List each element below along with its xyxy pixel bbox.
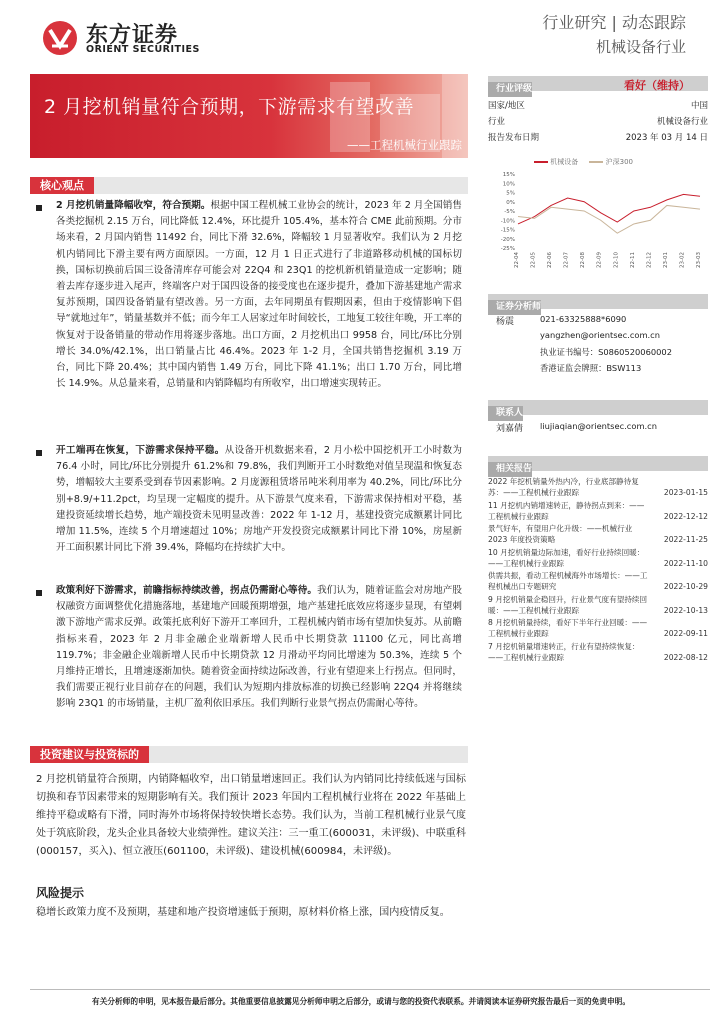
related-report-date: 2022-11-25 [663, 535, 708, 544]
related-report-item[interactable] [488, 570, 708, 592]
contact-bar [488, 400, 708, 418]
related-report-title: 11 月挖机内销增速转正，静待拐点到来：——工程机械行业跟踪 [488, 500, 645, 521]
x-tick-label: 22-05 [530, 252, 537, 268]
core-point-2: 开工端再在恢复，下游需求保持平稳。从设备开机数据来看，2 月小松中国挖机开工小时数为 76.4 小时，同比/环比分别提升 61.2%和 79.8%，我们判断开工小时数绝对值呈现温和恢复态势，增幅较大主要系受到春节因素影响。2 月庞源租赁塔吊吨米利用率为 40.2%，同比/环比分别+8.9/+11.2pct，均呈现一定幅度的提升。从下游景气度来看，下游需求保持相对平稳，基建投资延续增长趋势，地产端投资未见明显改善：2022 年 1-12 月，基建投资完成额累计同比增加 11.5%，连续 5 个月增速超过 10%；房地产开发投资完成额累计同比下滑 10%，房屋新开工面积累计同比下滑 39.4%，降幅均在持续扩大中。 [56, 445, 463, 554]
analyst-license: 执业证书编号：S0860520060002 [540, 347, 672, 357]
related-report-title: 9 月挖机销量企稳回升，行业景气度有望持续回暖：——工程机械行业跟踪 [488, 594, 648, 615]
risk-title: 风险提示 [36, 886, 85, 900]
y-tick-label: -10% [500, 218, 515, 225]
related-report-item[interactable] [488, 617, 708, 639]
logo-text-en: ORIENT SECURITIES [86, 44, 200, 55]
invest-paragraph: 2 月挖机销量符合预期，内销降幅收窄，出口销量增速回正。我们认为内销同比持续低迷与国标切换和春节因素带来的短期影响有关。我们预计 2023 年国内工程机械行业将在 2022 年基础上维持平稳或略有下滑，同时海外市场将保持较快增长态势。我们认为，当前工程机械行业景气度处于筑底阶段，龙头企业具备较大业绩弹性。建议关注：三一重工(600031，未评级)、中联重科(000157，买入)、恒立液压(601100，未评级)、建设机械(600984，未评级)。 [36, 774, 466, 857]
related-report-item[interactable] [488, 476, 708, 498]
related-report-title: 2022 年挖机销量外热内冷，行业底部静待复苏：——工程机械行业跟踪 [488, 477, 639, 497]
contact-label: 联系人 [488, 406, 523, 421]
analyst-phone: 021-63325888*6090 [540, 314, 627, 324]
core-point-3: 政策利好下游需求，前瞻指标持续改善，拐点仍需耐心等待。我们认为，随着证监会对房地产股权融资方面调整优化措施落地，基建地产回暖预期增强，地产基建托底效应将逐步显现，有望刺激下游地产需求反弹。政策托底利好下游开工率回升，工程机械内销市场有望加快复苏。从前瞻指标来看，2023 年 2 月非金融企业端新增人民币中长期贷款 11100 亿元，同比高增 119.7%；非金融企业端新增人民币中长期贷款 12 月滑动平均同比增速为 50.3%，连续 5 个月维持正增长，且增速逐渐加快。随着资金面持续边际改善，行业有望迎来上行拐点。但同时，我们需要正视行业目前存在的问题，我们认为短期内排放标准的切换已经影响 22Q4 并将继续影响 23Q1 的市场销量，主机厂盈利依旧承压。我们判断行业景气拐点仍需耐心等待。 [56, 585, 463, 710]
y-tick-label: 5% [506, 190, 515, 197]
related-report-title: 供需共振，看动工程机械海外市场增长：——工程机械出口专题研究 [488, 571, 648, 591]
related-report-title: 景气好车，有望用户化升级：——机械行业 2023 年度投资策略 [488, 524, 633, 544]
related-report-date: 2022-09-11 [663, 629, 708, 638]
related-report-item[interactable] [488, 500, 708, 522]
bullet-icon [36, 590, 42, 596]
rating-label: 行业评级 [488, 82, 532, 97]
legend-item-hs300: 沪深300 [605, 158, 633, 166]
related-report-title: 10 月挖机销量边际加速，看好行业持续回暖：——工程机械行业跟踪 [488, 547, 645, 568]
x-tick-label: 22-11 [629, 252, 636, 268]
x-tick-label: 22-04 [514, 252, 520, 268]
x-tick-label: 22-06 [547, 252, 554, 268]
y-tick-label: 10% [502, 181, 515, 188]
related-report-title: 8 月挖机销量持续，看好下半年行业回暖：——工程机械行业跟踪 [488, 618, 648, 638]
x-tick-label: 22-07 [563, 252, 570, 268]
analyst-name: 杨震 [496, 317, 515, 327]
info-row-industry: 行业 机械设备行业 [488, 117, 708, 127]
y-tick-label: -25% [500, 246, 515, 252]
risk-paragraph: 稳增长政策力度不及预期，基建和地产投资增速低于预期，原材料价格上涨，国内疫情反复。 [36, 907, 450, 918]
report-subtitle: ——工程机械行业跟踪 [347, 138, 462, 152]
analyst-bar [488, 294, 708, 312]
related-report-item[interactable] [488, 523, 708, 545]
related-report-date: 2022-11-10 [663, 558, 708, 568]
core-section-label: 核心观点 [30, 177, 94, 194]
related-report-item[interactable] [488, 594, 708, 616]
core-point-1: 2 月挖机销量降幅收窄，符合预期。根据中国工程机械工业协会的统计，2023 年 2 月全国销售各类挖掘机 2.15 万台，同比降低 12.4%，环比提升 105.4%，基本符合 CME 此前预期。分市场来看，2 月国内销售 11492 台，同比下滑 32.6%，降幅较 1 月显著收窄。我们认为 2 月挖机内销同比下滑主要有两方面原因。一方面，12 月 1 日正式进行了非道路移动机械的国标切换，国标切换前后国三设备清库存可能会对 22Q4 和 23Q1 的挖机新机销量造成一定影响；随着去库存逐步进入尾声，终端客户对于国四设备的接受度也在逐步提升，叠加下游基建地产需求复苏预期，国四设备销量有望改善。另一方面，去年同期虽有假期因素，但由于疫情影响下倡导“就地过年”，销量基数并不低；而今年工人居家过年时间较长，工地复工较往年晚，开工率的恢复对于设备销量的带动作用将逐步落地。出口方面，2 月挖机出口 9958 台，同比/环比分别增长 34.0%/42.1%，出口销量占比 46.4%。2023 年 1-2 月，全国共销售挖掘机 3.19 万台，同比下降 20.4%；其中国内销售 1.49 万台，同比下降 41.1%；出口 1.70 万台，同比增长 14.9%。从总量来看，总销量和内销降幅均有所收窄，出口增速实现转正。 [56, 200, 463, 390]
contact-email: liujiaqian@orientsec.com.cn [540, 421, 657, 431]
contact-name: 刘嘉倩 [496, 424, 524, 434]
analyst-email: yangzhen@orientsec.com.cn [540, 330, 661, 340]
y-tick-label: 0% [506, 199, 515, 206]
info-row-date: 报告发布日期 2023 年 03 月 14 日 [488, 133, 708, 143]
disclaimer-footer: 有关分析师的申明，见本报告最后部分。其他重要信息披露见分析师申明之后部分，或请与您的投资代表联系。并请阅读本证券研究报告最后一页的免责申明。 [91, 997, 631, 1006]
related-report-date: 2022-12-12 [663, 511, 708, 521]
related-label: 相关报告 [488, 462, 532, 477]
x-tick-label: 22-09 [596, 252, 603, 268]
x-tick-label: 23-02 [679, 252, 686, 268]
bullet-icon [36, 450, 42, 456]
related-report-date: 2022-10-13 [663, 605, 708, 615]
series-line-machinery [518, 194, 700, 224]
logo-text-cn: 东方证券 [86, 23, 179, 48]
index-performance-chart [488, 166, 708, 284]
rating-value: 看好（维持） [624, 79, 690, 92]
x-tick-label: 22-12 [646, 252, 653, 268]
legend-item-machinery: 机械设备 [550, 158, 579, 166]
report-industry: 机械设备行业 [595, 38, 686, 56]
y-tick-label: -5% [504, 209, 515, 215]
related-bar [488, 456, 708, 474]
orient-logo-icon [42, 20, 78, 56]
related-report-item[interactable] [488, 641, 708, 663]
report-title: 2 月挖机销量符合预期，下游需求有望改善 [44, 96, 415, 118]
x-tick-label: 23-03 [696, 252, 702, 268]
analyst-label: 证券分析师 [488, 300, 541, 315]
core-section-bar [30, 177, 468, 194]
rating-bar [488, 76, 708, 94]
bullet-icon [36, 205, 42, 211]
invest-section-label: 投资建议与投资标的 [30, 746, 149, 763]
report-category: 行业研究 | 动态跟踪 [542, 13, 686, 32]
analyst-hk-license: 香港证监会牌照：BSW113 [540, 363, 642, 373]
x-tick-label: 22-10 [613, 252, 620, 268]
related-report-title: 7 月挖机销量增速转正，行业有望持续恢复：——工程机械行业跟踪 [488, 641, 640, 662]
related-report-date: 2022-10-29 [663, 582, 708, 591]
y-tick-label: -15% [500, 227, 515, 234]
x-tick-label: 22-08 [580, 252, 587, 268]
info-row-region: 国家/地区 中国 [488, 101, 708, 111]
related-report-item[interactable] [488, 547, 708, 569]
y-tick-label: -20% [500, 236, 515, 243]
x-tick-label: 23-01 [662, 252, 669, 268]
related-report-date: 2023-01-15 [663, 488, 708, 497]
footer-divider [30, 989, 710, 990]
related-report-date: 2022-08-12 [663, 652, 708, 662]
y-tick-label: 15% [502, 172, 515, 178]
